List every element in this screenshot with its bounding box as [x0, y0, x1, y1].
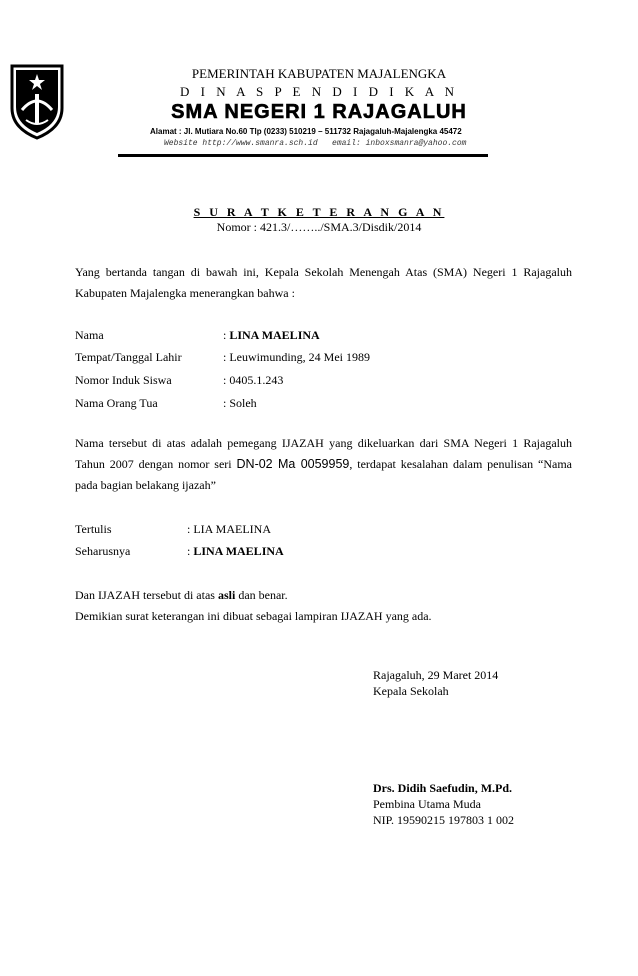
- field-row: Nomor Induk Siswa : 0405.1.243: [75, 373, 284, 387]
- signature-block: [373, 667, 498, 699]
- correction-row: Seharusnya : LINA MAELINA: [75, 544, 284, 558]
- correction-value: LINA MAELINA: [193, 544, 284, 558]
- header-department: D I N A S P E N D I D I K A N: [179, 84, 459, 99]
- header-divider: [118, 154, 488, 157]
- header-address: Alamat : Jl. Mutiara No.60 Tlp (0233) 510219 – 511732 Rajagaluh-Majalengka 45472: [150, 127, 462, 136]
- signer-rank: Pembina Utama Muda: [373, 797, 481, 811]
- signer-position: Kepala Sekolah: [373, 684, 449, 698]
- header-school-name: SMA NEGERI 1 RAJAGALUH: [171, 101, 467, 123]
- field-label: Nomor Induk Siswa: [75, 373, 172, 387]
- closing-text: dan benar.: [235, 588, 288, 602]
- field-value: LINA MAELINA: [229, 328, 320, 342]
- header-government: PEMERINTAH KABUPATEN MAJALENGKA: [191, 66, 447, 81]
- field-row: Nama : LINA MAELINA: [75, 328, 320, 342]
- field-label: Nama: [75, 328, 104, 342]
- correction-label: Tertulis: [75, 522, 112, 536]
- closing-line-1: [75, 588, 288, 603]
- body-text-1: Nama tersebut di atas adalah pemegang IJAZAH yang dikeluarkan dari SMA Negeri 1 Rajagaluh Tahun 2007 dengan nomor seri: [75, 436, 572, 471]
- letter-number: Nomor : 421.3/……../SMA.3/Disdik/2014: [216, 220, 422, 234]
- serial-number: DN-02 Ma 0059959: [236, 457, 350, 471]
- correction-row: Tertulis : LIA MAELINA: [75, 522, 271, 536]
- body-text-2: , terdapat kesalahan dalam penulisan “Nama pada bagian belakang ijazah”: [75, 457, 572, 492]
- signer-name: Drs. Didih Saefudin, M.Pd.: [373, 781, 513, 795]
- field-value: Soleh: [229, 396, 257, 410]
- intro-paragraph: Yang bertanda tangan di bawah ini, Kepala Sekolah Menengah Atas (SMA) Negeri 1 Rajagaluh Kabupaten Majalengka menerangkan bahwa :: [75, 265, 572, 300]
- place-date: Rajagaluh, 29 Maret 2014: [373, 668, 499, 682]
- letter-title: [0, 205, 638, 220]
- closing-bold: asli: [217, 588, 236, 602]
- field-row: Tempat/Tanggal Lahir : Leuwimunding, 24 Mei 1989: [75, 350, 370, 364]
- body-paragraph: [75, 433, 572, 496]
- field-row: Nama Orang Tua : Soleh: [75, 396, 257, 410]
- signer-nip: NIP. 19590215 197803 1 002: [373, 813, 515, 827]
- closing-line-2: Demikian surat keterangan ini dibuat sebagai lampiran IJAZAH yang ada.: [75, 609, 432, 623]
- field-value: Leuwimunding, 24 Mei 1989: [229, 350, 370, 364]
- correction-value: LIA MAELINA: [193, 522, 271, 536]
- field-value: 0405.1.243: [229, 373, 284, 387]
- field-label: Nama Orang Tua: [75, 396, 158, 410]
- field-label: Tempat/Tanggal Lahir: [75, 350, 182, 364]
- header-website-email: Website http://www.smanra.sch.id email: inboxsmanra@yahoo.com: [164, 139, 467, 148]
- signer-details: [373, 780, 514, 828]
- correction-label: Seharusnya: [75, 544, 131, 558]
- closing-text: Dan IJAZAH tersebut di atas: [75, 588, 218, 602]
- letter-title-text: S U R A T K E T E R A N G A N: [193, 205, 445, 219]
